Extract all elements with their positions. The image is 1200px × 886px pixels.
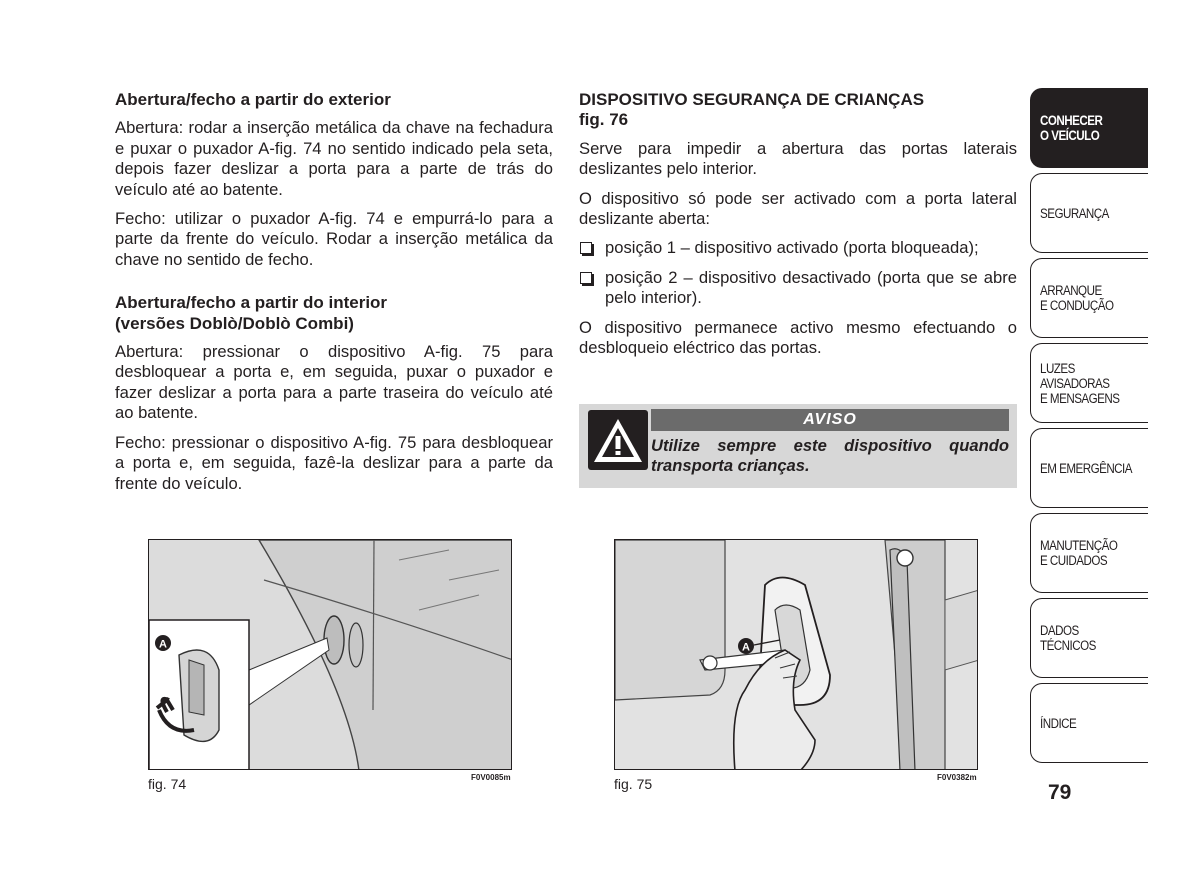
- figure-74-caption: fig. 74: [148, 776, 187, 792]
- figure-74-door-handle: [148, 539, 512, 770]
- tab-dados-tecnicos[interactable]: [1030, 598, 1148, 678]
- checkbox-bullet-icon: [580, 242, 592, 254]
- warning-triangle-icon: [588, 410, 648, 470]
- tab-label: ARRANQUE E CONDUÇÃO: [1040, 283, 1114, 313]
- list-item-text: posição 1 – dispositivo activado (porta bloqueada);: [605, 238, 979, 258]
- checkbox-bullet-icon: [580, 272, 592, 284]
- paragraph-exterior-closing: Fecho: utilizar o puxador A-fig. 74 e empurrá-lo para a parte da frente do veículo. Rodar a inserção metálica da chave no sentido de fecho.: [115, 209, 553, 269]
- paragraph-child-lock-purpose: Serve para impedir a abertura das portas laterais deslizantes pelo interior.: [579, 138, 1017, 179]
- figure-75-caption: fig. 75: [614, 776, 653, 792]
- tab-indice[interactable]: [1030, 683, 1148, 763]
- chapter-tabs: [1030, 88, 1148, 768]
- list-item: [579, 268, 1017, 309]
- door-handle-interior-illustration: [615, 540, 978, 770]
- paragraph-interior-opening: Abertura: pressionar o dispositivo A-fig. 75 para desbloquear a porta e, em seguida, puxar o puxador e fazer deslizar a porta para a parte traseira do veículo até ao batente.: [115, 342, 553, 423]
- list-item-text: posição 2 – dispositivo desactivado (porta que se abre pelo interior).: [605, 267, 1017, 308]
- section-heading-exterior: Abertura/fecho a partir do exterior: [115, 90, 391, 109]
- left-column: [115, 90, 553, 503]
- tab-arranque-e-conducao[interactable]: [1030, 258, 1148, 338]
- figure-75-code: F0V0382m: [937, 773, 977, 782]
- paragraph-child-lock-activation: O dispositivo só pode ser activado com a porta lateral deslizante aberta:: [579, 188, 1017, 229]
- heading-child-lock-line1: DISPOSITIVO SEGURANÇA DE CRIANÇAS: [579, 90, 925, 109]
- figure-75-label-a: A: [742, 641, 750, 654]
- paragraph-child-lock-note: O dispositivo permanece activo mesmo efectuando o desbloqueio eléctrico das portas.: [579, 317, 1017, 358]
- section-heading-interior: [115, 293, 553, 334]
- tab-label: CONHECER O VEÍCULO: [1040, 113, 1103, 143]
- tab-label: MANUTENÇÃO E CUIDADOS: [1040, 538, 1118, 568]
- paragraph-exterior-opening: Abertura: rodar a inserção metálica da chave na fechadura e puxar o puxador A-fig. 74 no sentido indicado pela seta, depois fazer deslizar a porta para a parte de trás do veículo até ao batente.: [115, 118, 553, 199]
- figure-74-code: F0V0085m: [471, 773, 511, 782]
- tab-luzes-avisadoras[interactable]: [1030, 343, 1148, 423]
- tab-manutencao-e-cuidados[interactable]: [1030, 513, 1148, 593]
- heading-interior-line1: Abertura/fecho a partir do interior: [115, 293, 388, 313]
- warning-box: [579, 404, 1017, 488]
- tab-em-emergencia[interactable]: [1030, 428, 1148, 508]
- tab-label: DADOS TÉCNICOS: [1040, 623, 1096, 653]
- page-number: 79: [1048, 781, 1072, 804]
- door-handle-exterior-illustration: [149, 540, 512, 770]
- warning-text: Utilize sempre este dispositivo quando transporta crianças.: [651, 436, 1009, 476]
- tab-label: LUZES AVISADORAS E MENSAGENS: [1040, 360, 1120, 406]
- tab-label: EM EMERGÊNCIA: [1040, 460, 1132, 476]
- heading-interior-line2: (versões Doblò/Doblò Combi): [115, 313, 354, 333]
- figure-74-label-a: A: [159, 638, 167, 651]
- tab-label: ÍNDICE: [1040, 715, 1077, 731]
- right-column: [579, 90, 1017, 367]
- tab-label: SEGURANÇA: [1040, 205, 1109, 221]
- section-heading-child-lock: [579, 90, 1017, 131]
- warning-title: AVISO: [651, 409, 1009, 431]
- figure-75-interior-handle: [614, 539, 978, 770]
- list-item: [579, 238, 1017, 258]
- heading-child-lock-line2: fig. 76: [579, 110, 629, 130]
- tab-seguranca[interactable]: [1030, 173, 1148, 253]
- paragraph-interior-closing: Fecho: pressionar o dispositivo A-fig. 75 para desbloquear a porta e, em seguida, fazê-la deslizar para a parte da frente do veículo.: [115, 432, 553, 493]
- tab-conhecer-o-veiculo[interactable]: [1030, 88, 1148, 168]
